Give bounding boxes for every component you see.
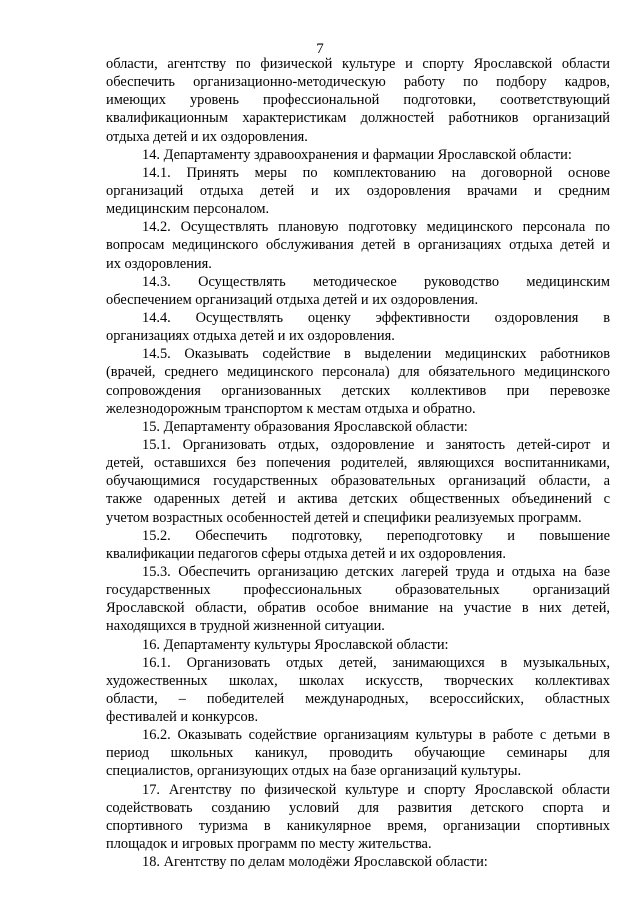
text-line: спортивного туризма в каникулярное время, организации спортивных [106, 817, 610, 834]
text-line: детей, оставшихся без попечения родителей, являющихся воспитанниками, [106, 455, 610, 472]
body-text [106, 55, 610, 871]
text-line: 14.2. Осуществлять плановую подготовку медицинского персонала по [142, 219, 610, 236]
text-line: организациях отдыха детей и их оздоровления. [106, 328, 395, 345]
text-line: их оздоровления. [106, 255, 212, 272]
text-line: Ярославской области, обратив особое внимание на участие в них детей, [106, 600, 610, 617]
text-line: медицинским персоналом. [106, 201, 270, 218]
text-line: 15.2. Обеспечить подготовку, переподготовку и повышение [142, 527, 610, 544]
text-line: 14.1. Принять меры по комплектованию на договорной основе [142, 164, 610, 181]
text-line: 15.1. Организовать отдых, оздоровление и занятость детей-сирот и [142, 436, 610, 453]
page-number: 7 [316, 41, 324, 57]
text-line: специалистов, организующих отдых на базе организаций культуры. [106, 763, 522, 780]
text-line: находящихся в трудной жизненной ситуации. [106, 618, 385, 635]
text-line: обеспечением организаций отдыха детей и их оздоровления. [106, 291, 479, 308]
text-line: 16.2. Оказывать содействие организациям культуры в работе с детьми в [142, 727, 610, 744]
text-line: художественных школах, школах искусств, творческих коллективах [106, 672, 610, 689]
text-line: сопровождения организованных детских коллективов при перевозке [106, 382, 610, 399]
text-line: области, агентству по физической культуре и спорту Ярославской области [106, 56, 610, 72]
text-line: фестивалей и конкурсов. [106, 709, 259, 726]
text-line: 15. Департаменту образования Ярославской области: [142, 418, 468, 435]
text-line: 14.5. Оказывать содействие в выделении медицинских работников [142, 346, 610, 363]
text-line: 17. Агентству по физической культуре и спорту Ярославской области [142, 781, 610, 798]
text-line: (врачей, среднего медицинского персонала) для обязательного медицинского [106, 364, 610, 381]
text-line: обучающимися государственных образовательных организаций области, а [106, 473, 610, 490]
text-line: учетом возрастных особенностей детей и специфики реализуемых программ. [106, 509, 582, 526]
text-line: также одаренных детей и актива детских общественных объединений с [106, 491, 610, 508]
text-line: содействовать созданию условий для развития детского спорта и [106, 799, 610, 816]
text-line: 16. Департаменту культуры Ярославской области: [142, 636, 449, 653]
text-line: площадок и игровых программ по месту жительства. [106, 836, 432, 853]
text-line: области, – победителей международных, всероссийских, областных [106, 690, 610, 707]
text-line: 16.1. Организовать отдых детей, занимающихся в музыкальных, [142, 654, 610, 671]
text-line: отдыха детей и их оздоровления. [106, 128, 308, 145]
text-line: государственных профессиональных образовательных организаций [106, 582, 610, 599]
text-line: обеспечить организационно-методическую работу по подбору кадров, [106, 74, 610, 91]
text-line: 15.3. Обеспечить организацию детских лагерей труда и отдыха на базе [142, 563, 610, 580]
text-line: 14. Департаменту здравоохранения и фармации Ярославской области: [142, 146, 572, 163]
text-line: организаций отдыха детей и их оздоровления врачами и средним [106, 182, 610, 199]
text-line: 14.4. Осуществлять оценку эффективности оздоровления в [142, 309, 610, 326]
text-line: железнодорожным транспортом к местам отдыха и обратно. [106, 400, 476, 417]
text-line: квалификационным характеристикам должностей работников организаций [106, 110, 610, 127]
text-line: 18. Агентству по делам молодёжи Ярославской области: [142, 854, 488, 871]
text-line: период школьных каникул, проводить обучающие семинары для [106, 745, 610, 762]
text-line: имеющих уровень профессиональной подготовки, соответствующий [106, 92, 610, 109]
text-line: 14.3. Осуществлять методическое руководство медицинским [142, 273, 610, 290]
text-line: квалификации педагогов сферы отдыха детей и их оздоровления. [106, 545, 506, 562]
text-line: вопросам медицинского обслуживания детей в организациях отдыха детей и [106, 237, 610, 254]
